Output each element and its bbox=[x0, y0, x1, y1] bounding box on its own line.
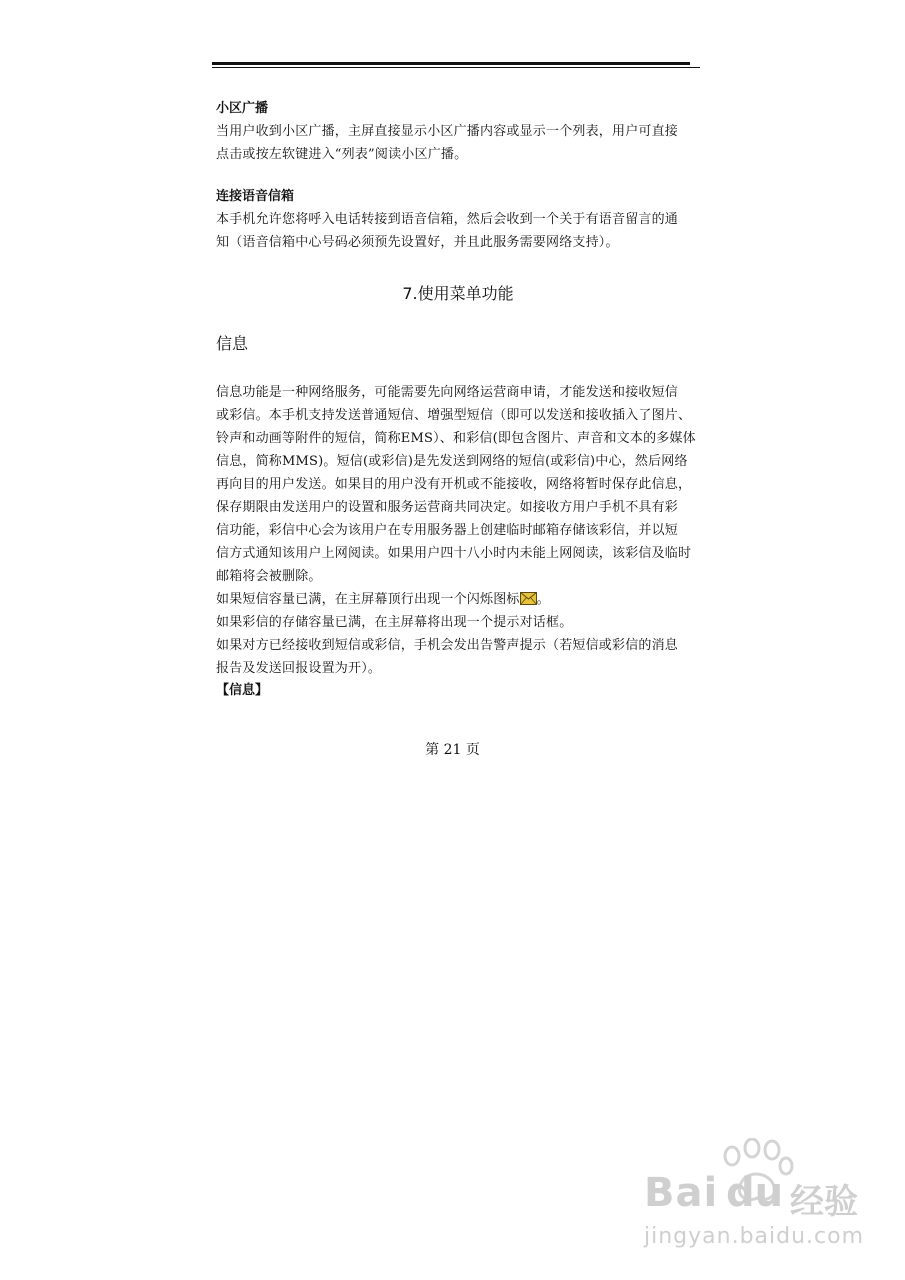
body-line: 或彩信。本手机支持发送普通短信、增强型短信（即可以发送和接收插入了图片、 bbox=[216, 408, 692, 423]
sms-full-line bbox=[216, 588, 700, 611]
sms-full-text: 如果短信容量已满，在主屏幕顶行出现一个闪烁图标 bbox=[216, 592, 520, 607]
watermark-cn: 经验 bbox=[790, 1182, 858, 1222]
body-line: 再向目的用户发送。如果目的用户没有开机或不能接收，网络将暂时保存此信息， bbox=[216, 477, 692, 492]
watermark-url: jingyan.baidu.com bbox=[644, 1224, 865, 1249]
watermark-brand: Bai bbox=[644, 1170, 719, 1216]
voicemail-line-2: 知（语音信箱中心号码必须预先设置好，并且此服务需要网络支持）。 bbox=[216, 235, 619, 250]
bracket-label: 【信息】 bbox=[216, 683, 269, 698]
header-rule-thin bbox=[212, 67, 700, 68]
header-rule-thick bbox=[212, 62, 690, 65]
chapter-title: 7.使用菜单功能 bbox=[402, 284, 514, 303]
watermark-brand-du: du bbox=[726, 1170, 784, 1216]
body-line: 邮箱将会被删除。 bbox=[216, 569, 322, 584]
sms-full-end: 。 bbox=[536, 592, 550, 607]
section-title: 信息 bbox=[216, 334, 249, 353]
extra-line: 如果彩信的存储容量已满，在主屏幕将出现一个提示对话框。 bbox=[216, 615, 573, 630]
body-line: 铃声和动画等附件的短信，简称EMS）、和彩信(即包含图片、声音和文本的多媒体 bbox=[216, 431, 696, 446]
voicemail-line-1: 本手机允许您将呼入电话转接到语音信箱，然后会收到一个关于有语音留言的通 bbox=[216, 212, 679, 227]
envelope-icon bbox=[520, 590, 537, 603]
cell-broadcast-line-2: 点击或按左软键进入“列表”阅读小区广播。 bbox=[216, 147, 468, 162]
body-line: 信息，简称MMS)。短信(或彩信)是先发送到网络的短信(或彩信)中心，然后网络 bbox=[216, 454, 688, 469]
heading-voicemail: 连接语音信箱 bbox=[216, 189, 295, 204]
cell-broadcast-line-1: 当用户收到小区广播，主屏直接显示小区广播内容或显示一个列表，用户可直接 bbox=[216, 124, 679, 139]
baidu-watermark bbox=[640, 1138, 890, 1268]
message-body bbox=[216, 381, 700, 702]
heading-cell-broadcast: 小区广播 bbox=[216, 101, 269, 116]
page-content bbox=[216, 98, 700, 702]
extra-line: 如果对方已经接收到短信或彩信，手机会发出告警声提示（若短信或彩信的消息 bbox=[216, 638, 679, 653]
page-number: 第 21 页 bbox=[425, 742, 480, 758]
body-line: 保存期限由发送用户的设置和服务运营商共同决定。如接收方用户手机不具有彩 bbox=[216, 500, 679, 515]
body-line: 信息功能是一种网络服务，可能需要先向网络运营商申请，才能发送和接收短信 bbox=[216, 385, 679, 400]
extra-line: 报告及发送回报设置为开）。 bbox=[216, 661, 382, 676]
body-line: 信功能，彩信中心会为该用户在专用服务器上创建临时邮箱存储该彩信，并以短 bbox=[216, 523, 679, 538]
body-line: 信方式通知该用户上网阅读。如果用户四十八小时内未能上网阅读，该彩信及临时 bbox=[216, 546, 692, 561]
